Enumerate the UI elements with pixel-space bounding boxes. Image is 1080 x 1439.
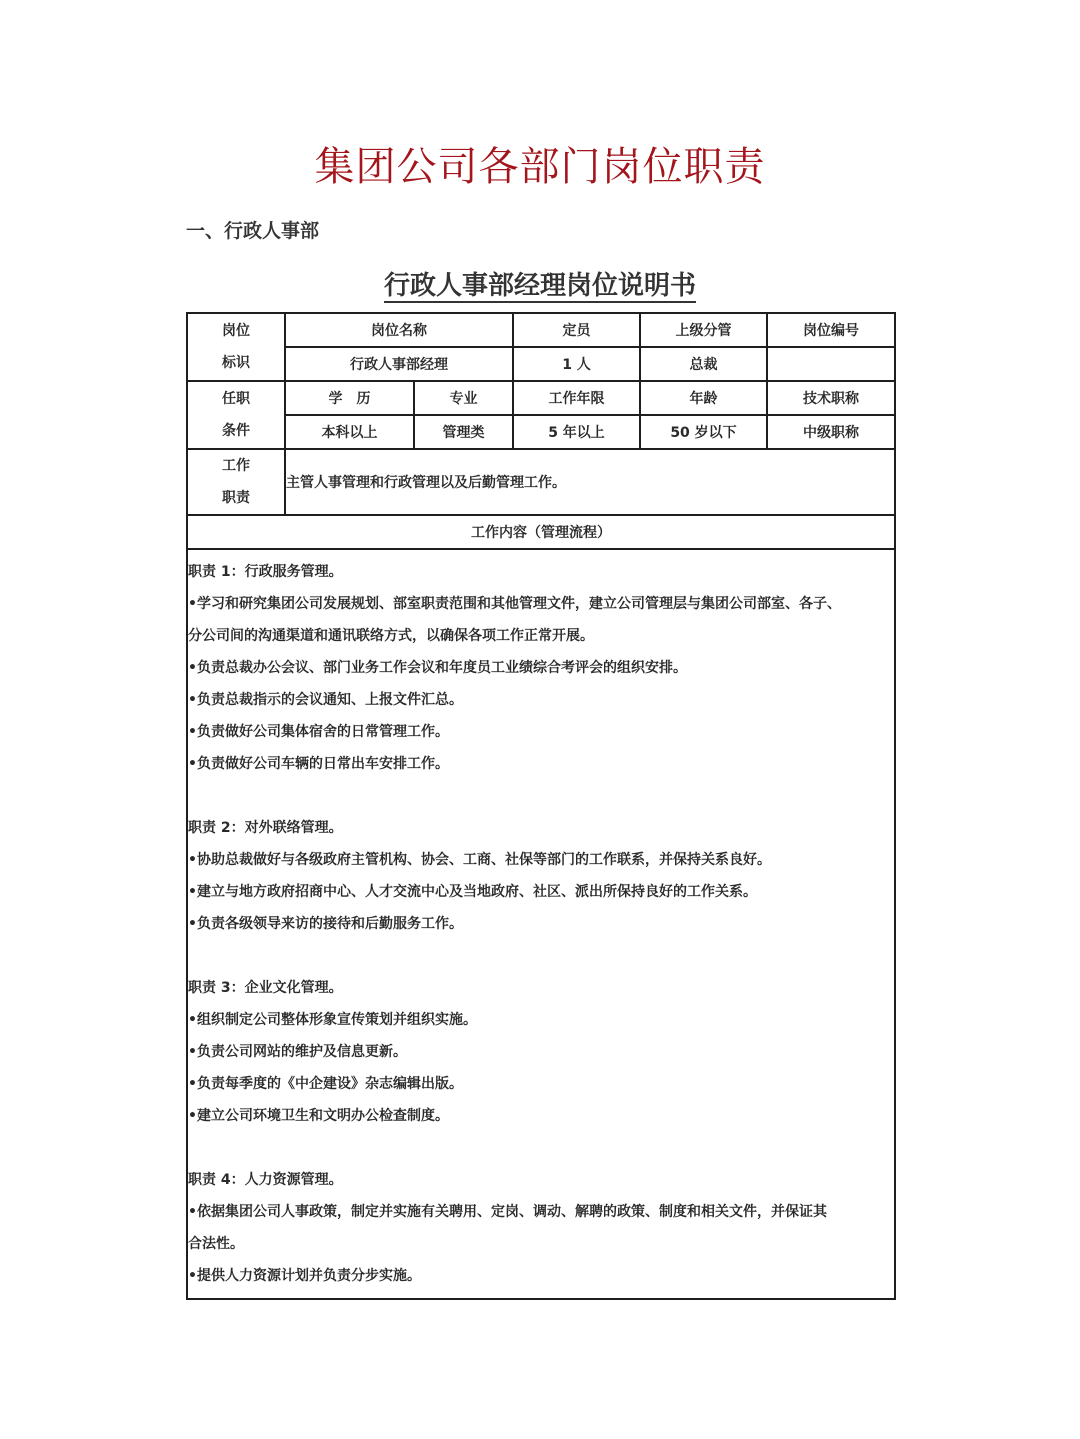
value-headcount: 1 人: [513, 347, 640, 381]
content-line: 职责 1：行政服务管理。: [188, 564, 343, 580]
content-line: •建立与地方政府招商中心、人才交流中心及当地政府、社区、派出所保持良好的工作关系。: [188, 884, 757, 900]
content-line: •依据集团公司人事政策，制定并实施有关聘用、定岗、调动、解聘的政策、制度和相关文件，并保证其: [188, 1204, 827, 1220]
content-line: •负责总裁指示的会议通知、上报文件汇总。: [188, 692, 463, 708]
table-row: [187, 347, 895, 381]
content-line: 职责 3：企业文化管理。: [188, 980, 343, 996]
duty-label: [187, 449, 285, 515]
qualifications-label: [187, 381, 285, 449]
duty-text: 主管人事管理和行政管理以及后勤管理工作。: [285, 449, 895, 515]
label-line: 标识: [222, 355, 250, 371]
value-tech-title: 中级职称: [767, 415, 895, 449]
label-line: 岗位: [222, 323, 250, 339]
header-headcount: 定员: [513, 313, 640, 347]
content-line: •建立公司环境卫生和文明办公检查制度。: [188, 1108, 449, 1124]
label-line: 任职: [222, 391, 250, 407]
value-education: 本科以上: [285, 415, 414, 449]
label-line: 条件: [222, 423, 250, 439]
content-line: •负责做好公司车辆的日常出车安排工作。: [188, 756, 449, 772]
label-line: 职责: [222, 490, 250, 506]
spacer: [188, 940, 894, 972]
header-supervisor: 上级分管: [640, 313, 767, 347]
label-line: 工作: [222, 458, 250, 474]
header-position-code: 岗位编号: [767, 313, 895, 347]
table-row: [187, 515, 895, 549]
content-line: 职责 4：人力资源管理。: [188, 1172, 343, 1188]
content-line: •负责总裁办公会议、部门业务工作会议和年度员工业绩综合考评会的组织安排。: [188, 660, 687, 676]
document-title: 集团公司各部门岗位职责: [314, 144, 766, 190]
form-title: [0, 266, 1080, 306]
content-line: •负责每季度的《中企建设》杂志编辑出版。: [188, 1076, 463, 1092]
table-row: [187, 415, 895, 449]
content-line: 职责 2：对外联络管理。: [188, 820, 343, 836]
content-header: 工作内容（管理流程）: [187, 515, 895, 549]
value-supervisor: 总裁: [640, 347, 767, 381]
header-work-years: 工作年限: [513, 381, 640, 415]
content-line: •协助总裁做好与各级政府主管机构、协会、工商、社保等部门的工作联系，并保持关系良好。: [188, 852, 771, 868]
value-position-code: [767, 347, 895, 381]
value-work-years: 5 年以上: [513, 415, 640, 449]
spacer: [188, 780, 894, 812]
table-row: [187, 549, 895, 1299]
table-row: [187, 381, 895, 415]
section-heading: 一、行政人事部: [186, 220, 320, 242]
value-age: 50 岁以下: [640, 415, 767, 449]
job-description-table: [186, 312, 896, 1300]
content-line: •组织制定公司整体形象宣传策划并组织实施。: [188, 1012, 477, 1028]
form-title-text: 行政人事部经理岗位说明书: [383, 271, 696, 301]
content-line: •提供人力资源计划并负责分步实施。: [188, 1268, 421, 1284]
position-id-label: [187, 313, 285, 381]
content-cell: [187, 549, 895, 1299]
header-age: 年龄: [640, 381, 767, 415]
value-major: 管理类: [414, 415, 513, 449]
content-line: 合法性。: [188, 1236, 244, 1252]
value-position-name: 行政人事部经理: [285, 347, 513, 381]
content-line: •负责公司网站的维护及信息更新。: [188, 1044, 407, 1060]
header-tech-title: 技术职称: [767, 381, 895, 415]
table-row: [187, 449, 895, 515]
spacer: [188, 1132, 894, 1164]
content-line: •学习和研究集团公司发展规划、部室职责范围和其他管理文件，建立公司管理层与集团公司部室、各子、: [188, 596, 841, 612]
header-major: 专业: [414, 381, 513, 415]
header-education: 学 历: [285, 381, 414, 415]
content-line: 分公司间的沟通渠道和通讯联络方式，以确保各项工作正常开展。: [188, 628, 594, 644]
content-line: •负责各级领导来访的接待和后勤服务工作。: [188, 916, 463, 932]
table-row: [187, 313, 895, 347]
header-position-name: 岗位名称: [285, 313, 513, 347]
content-line: •负责做好公司集体宿舍的日常管理工作。: [188, 724, 449, 740]
